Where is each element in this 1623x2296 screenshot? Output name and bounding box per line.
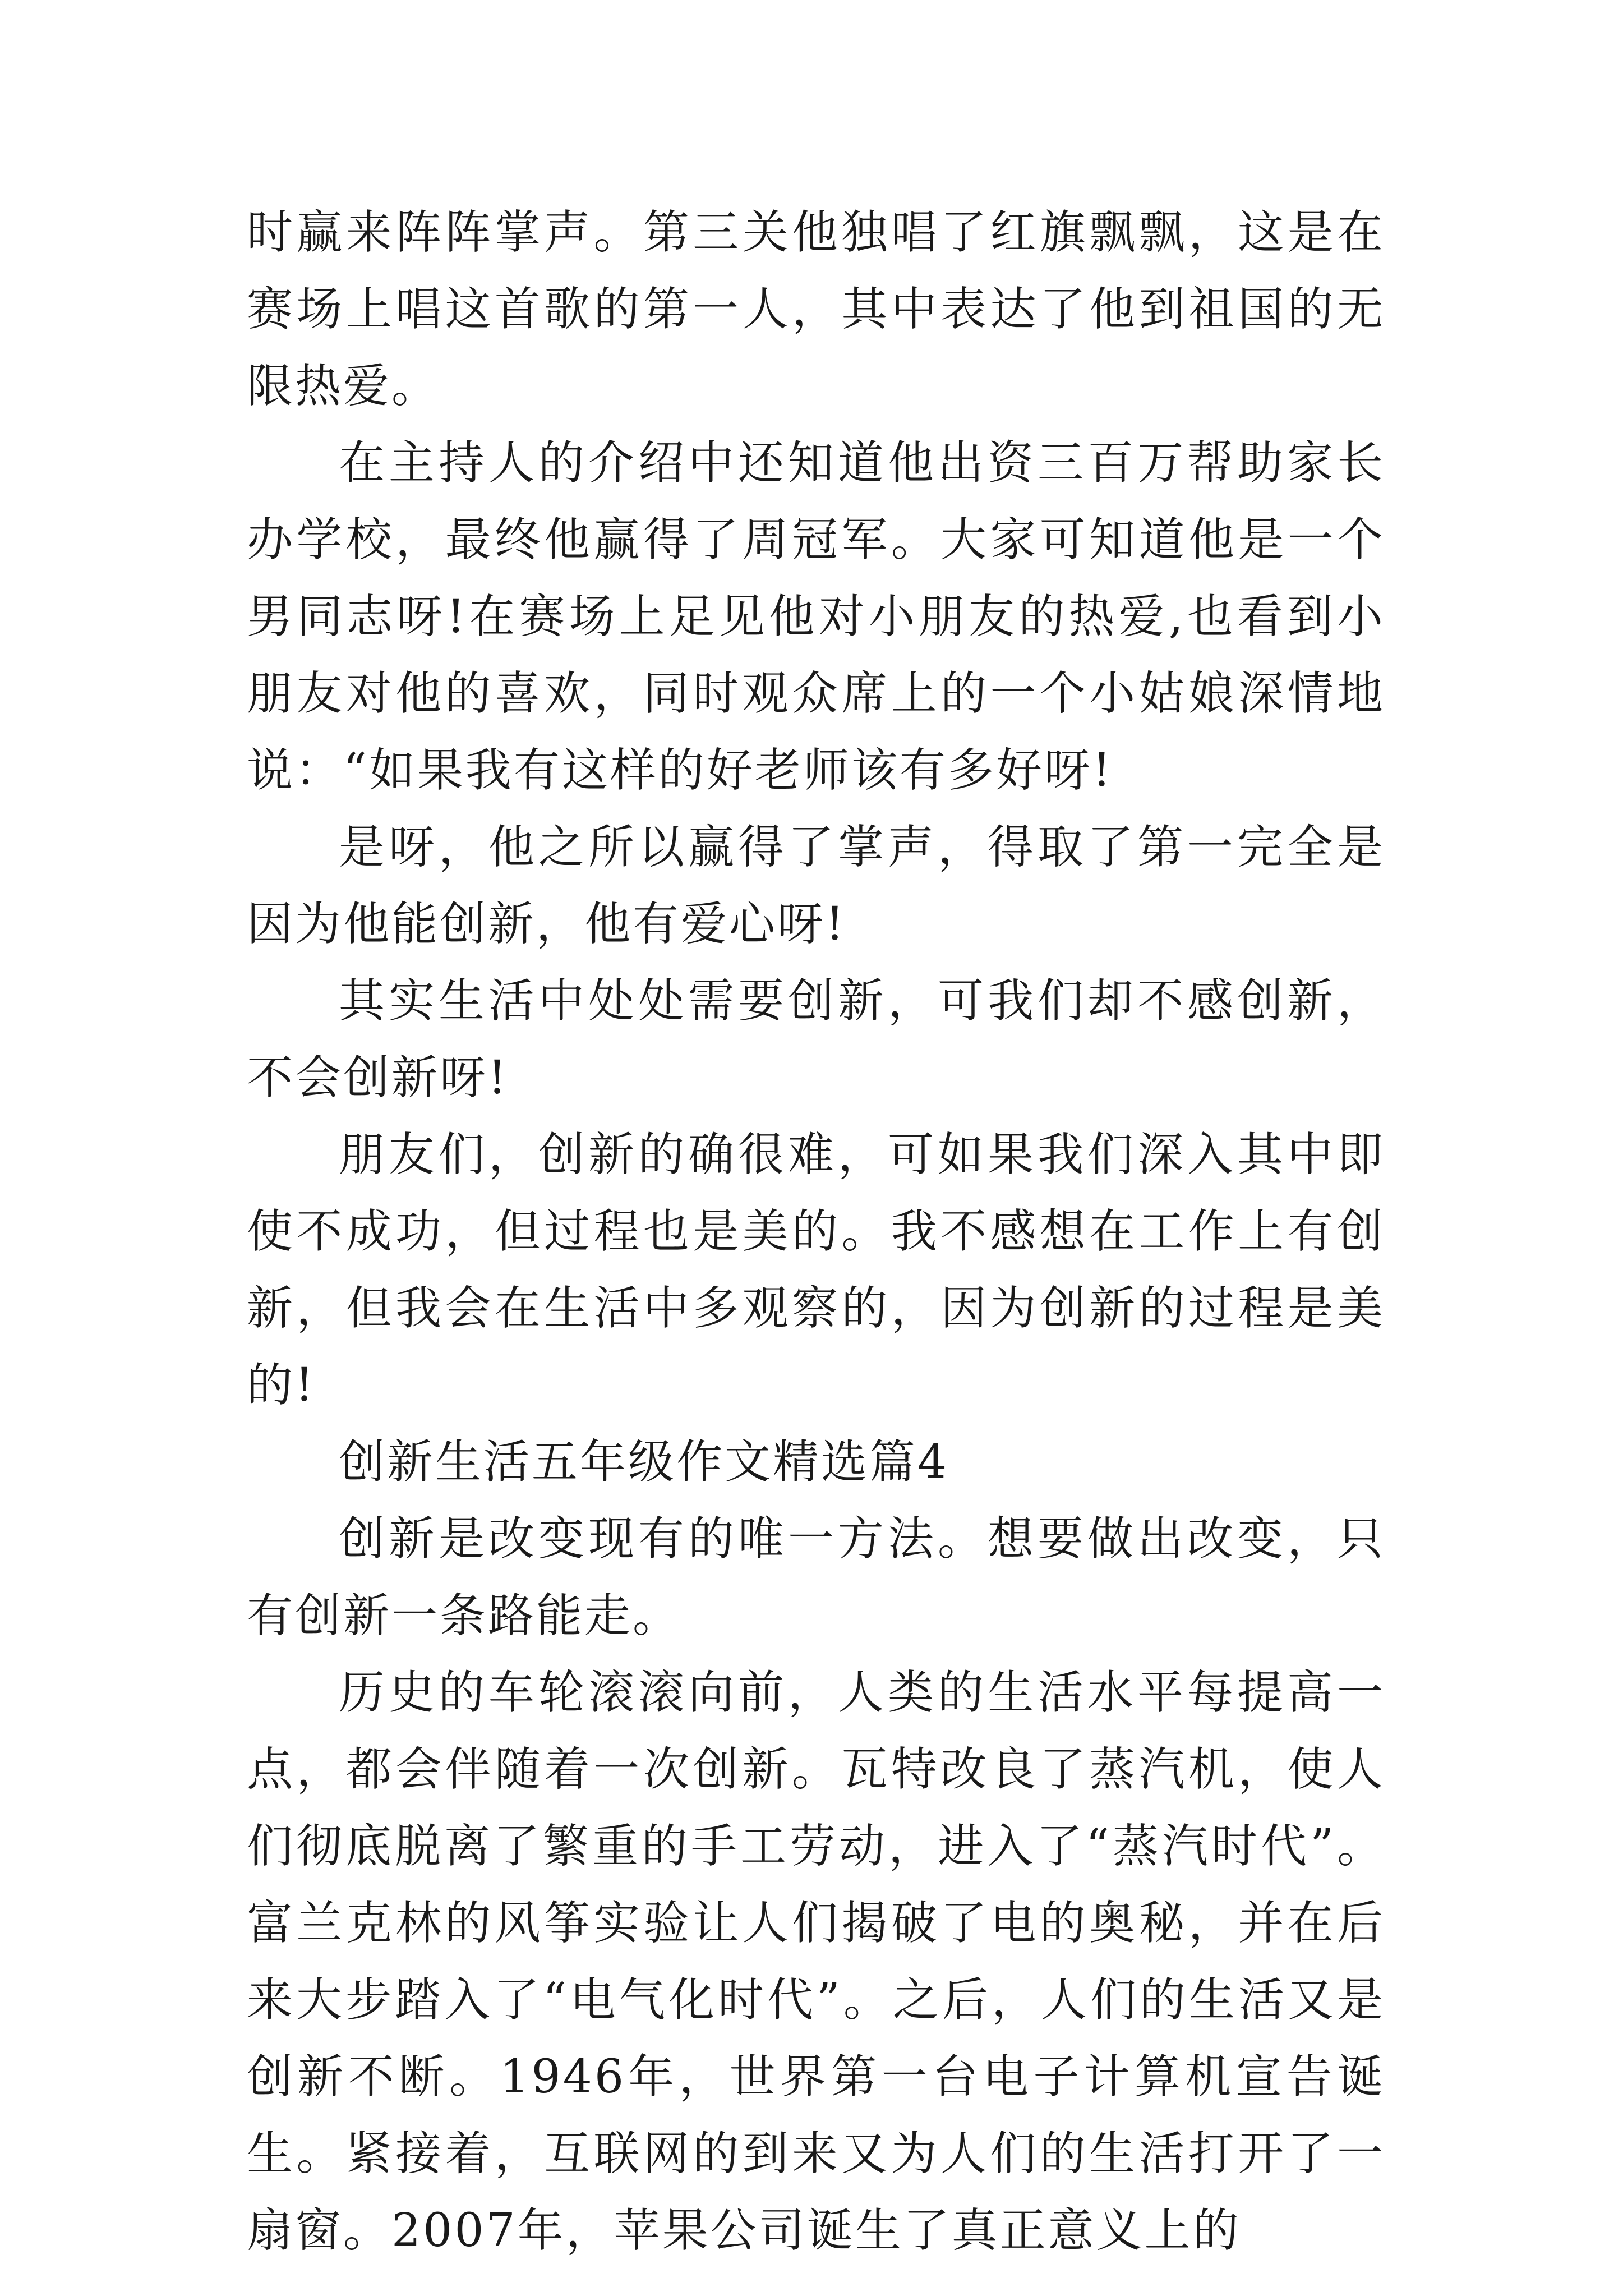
paragraph-2: 在主持人的介绍中还知道他出资三百万帮助家长办学校，最终他赢得了周冠军。大家可知道他是一个男同志呀!在赛场上足见他对小朋友的热爱,也看到小朋友对他的喜欢，同时观众席上的一个小姑娘深情地说：“如果我有这样的好老师该有多好呀! [247, 436, 1385, 797]
paragraph-4: 其实生活中处处需要创新，可我们却不感创新，不会创新呀! [247, 974, 1385, 1105]
section-heading: 创新生活五年级作文精选篇4 [339, 1435, 949, 1489]
paragraph-1: 时赢来阵阵掌声。第三关他独唱了红旗飘飘，这是在赛场上唱这首歌的第一人，其中表达了他到祖国的无限热爱。 [247, 206, 1385, 413]
paragraph-3: 是呀，他之所以赢得了掌声，得取了第一完全是因为他能创新，他有爱心呀! [247, 821, 1385, 951]
paragraph-6: 创新是改变现有的唯一方法。想要做出改变，只有创新一条路能走。 [247, 1512, 1385, 1642]
paragraph-7: 历史的车轮滚滚向前，人类的生活水平每提高一点，都会伴随着一次创新。瓦特改良了蒸汽机，使人们彻底脱离了繁重的手工劳动，进入了“蒸汽时代”。富兰克林的风筝实验让人们揭破了电的奥秘，并在后来大步踏入了“电气化时代”。之后，人们的生活又是创新不断。1946年，世界第一台电子计算机宣告诞生。紧接着，互联网的到来又为人们的生活打开了一扇窗。2007年，苹果公司诞生了真正意义上的 [247, 1666, 1385, 2257]
paragraph-5: 朋友们，创新的确很难，可如果我们深入其中即使不成功，但过程也是美的。我不感想在工作上有创新，但我会在生活中多观察的，因为创新的过程是美的! [247, 1128, 1385, 1412]
body-text [247, 194, 1385, 2269]
